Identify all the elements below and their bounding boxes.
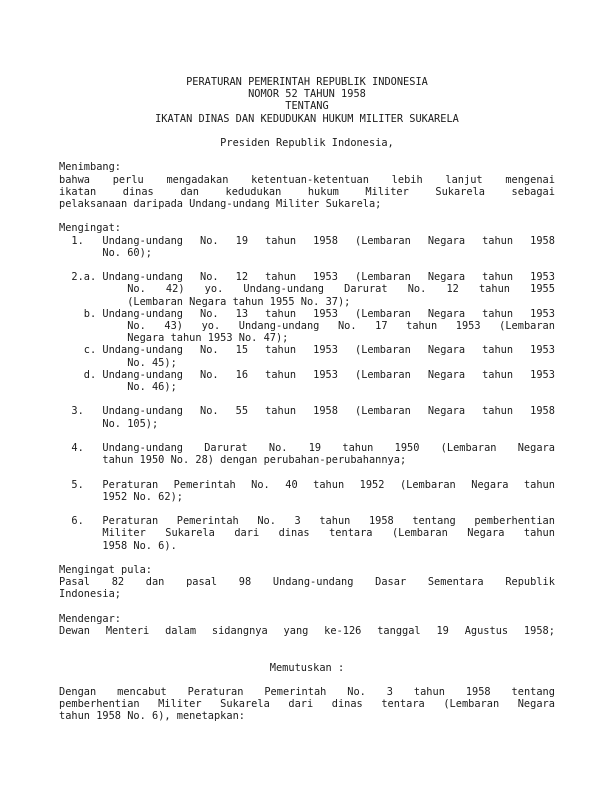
doc-text-line: pemberhentian Militer Sukarela dari dinas tentara (Lembaran Negara — [59, 698, 555, 711]
doc-line-text: Undang-undang No. 13 tahun 1953 (Lembaran Negara tahun 1953 — [102, 307, 555, 320]
doc-text-line: (Lembaran Negara tahun 1955 No. 37); — [127, 295, 351, 308]
doc-blank-line — [59, 210, 555, 222]
doc-text-line: No. 60); — [102, 246, 152, 259]
doc-text-line: tahun 1950 No. 28) dengan perubahan-perubahannya; — [102, 454, 407, 467]
doc-text-line: 1958 No. 6). — [102, 539, 177, 552]
doc-line-text: Peraturan Pemerintah No. 3 tahun 1958 tentang pemberhentian — [102, 515, 555, 528]
doc-text-line: Militer Sukarela dari dinas tentara (Lembaran Negara tahun — [102, 527, 555, 540]
doc-centered-line: IKATAN DINAS DAN KEDUDUKAN HUKUM MILITER SUKARELA — [155, 112, 459, 125]
doc-text-line: No. 42) yo. Undang-undang Darurat No. 12 tahun 1955 — [127, 283, 555, 296]
doc-text-line: Menimbang: — [59, 161, 121, 174]
list-marker: 1. — [71, 234, 84, 247]
doc-blank-line — [59, 259, 555, 271]
doc-blank-line — [59, 552, 555, 564]
list-marker: 2.a. — [71, 271, 97, 284]
doc-text-line: Mendengar: — [59, 612, 121, 625]
list-marker: 6. — [71, 515, 84, 528]
doc-text-line: tahun 1958 No. 6), menetapkan: — [59, 710, 245, 723]
doc-text-line: Negara tahun 1953 No. 47); — [127, 332, 289, 345]
list-marker: 5. — [71, 478, 84, 491]
doc-line-text: Undang-undang No. 15 tahun 1953 (Lembaran Negara tahun 1953 — [102, 344, 555, 357]
doc-centered-line: Presiden Republik Indonesia, — [220, 137, 394, 149]
doc-text-line: 1952 No. 62); — [102, 490, 183, 503]
doc-blank-line — [59, 466, 555, 478]
doc-text-line: Mengingat: — [59, 222, 121, 235]
doc-centered-line: NOMOR 52 TAHUN 1958 — [248, 88, 366, 101]
list-item-line — [59, 405, 555, 417]
doc-blank-line — [59, 601, 555, 613]
list-marker: b. — [83, 307, 97, 320]
doc-blank-line — [59, 430, 555, 442]
doc-centered-line: PERATURAN PEMERINTAH REPUBLIK INDONESIA — [186, 76, 428, 88]
doc-line-text: Undang-undang No. 19 tahun 1958 (Lembaran Negara tahun 1958 — [102, 234, 555, 247]
doc-text-line: Pasal 82 dan pasal 98 Undang-undang Dasar Sementara Republik — [59, 576, 555, 589]
list-item-line — [59, 479, 555, 491]
doc-text-line: ikatan dinas dan kedudukan hukum Militer Sukarela sebagai — [59, 185, 555, 198]
doc-text-line: No. 43) yo. Undang-undang No. 17 tahun 1953 (Lembaran — [127, 320, 555, 332]
document-text-block — [59, 76, 555, 723]
list-item-line — [59, 235, 555, 247]
doc-line-text: Undang-undang Darurat No. 19 tahun 1950 (Lembaran Negara — [102, 442, 555, 454]
doc-text-line: No. 46); — [127, 381, 177, 394]
list-marker: 3. — [71, 405, 84, 418]
list-item-line — [59, 442, 555, 454]
doc-line-text: Undang-undang No. 12 tahun 1953 (Lembaran Negara tahun 1953 — [102, 271, 555, 284]
doc-line-text: Undang-undang No. 16 tahun 1953 (Lembaran Negara tahun 1953 — [102, 368, 555, 381]
doc-blank-line — [59, 637, 555, 649]
doc-text-line: Dengan mencabut Peraturan Pemerintah No. 3 tahun 1958 tentang — [59, 685, 555, 698]
doc-text-line: No. 45); — [127, 356, 177, 369]
list-item-line — [59, 515, 555, 527]
doc-blank-line — [59, 149, 555, 161]
doc-text-line: Mengingat pula: — [59, 563, 152, 576]
list-marker: 4. — [71, 442, 84, 454]
doc-blank-line — [59, 649, 555, 661]
doc-centered-line: Memutuskan : — [269, 661, 345, 674]
doc-text-line: bahwa perlu mengadakan ketentuan-ketentuan lebih lanjut mengenai — [59, 173, 555, 186]
doc-text-line: No. 105); — [102, 417, 159, 430]
list-item-line — [59, 369, 555, 381]
list-marker: c. — [83, 344, 97, 357]
doc-blank-line — [59, 503, 555, 515]
doc-centered-line: TENTANG — [285, 100, 329, 113]
list-item-line — [59, 344, 555, 356]
doc-line-text: Peraturan Pemerintah No. 40 tahun 1952 (Lembaran Negara tahun — [102, 478, 555, 491]
list-item-line — [59, 271, 555, 283]
doc-text-line: Indonesia; — [59, 588, 121, 601]
list-marker: d. — [83, 368, 97, 381]
list-item-line — [59, 308, 555, 320]
doc-text-line: pelaksanaan daripada Undang-undang Militer Sukarela; — [59, 198, 382, 210]
doc-blank-line — [59, 125, 555, 137]
doc-blank-line — [59, 393, 555, 405]
doc-text-line: Dewan Menteri dalam sidangnya yang ke-126 tanggal 19 Agustus 1958; — [59, 624, 555, 637]
doc-line-text: Undang-undang No. 55 tahun 1958 (Lembaran Negara tahun 1958 — [102, 405, 555, 418]
doc-blank-line — [59, 674, 555, 686]
